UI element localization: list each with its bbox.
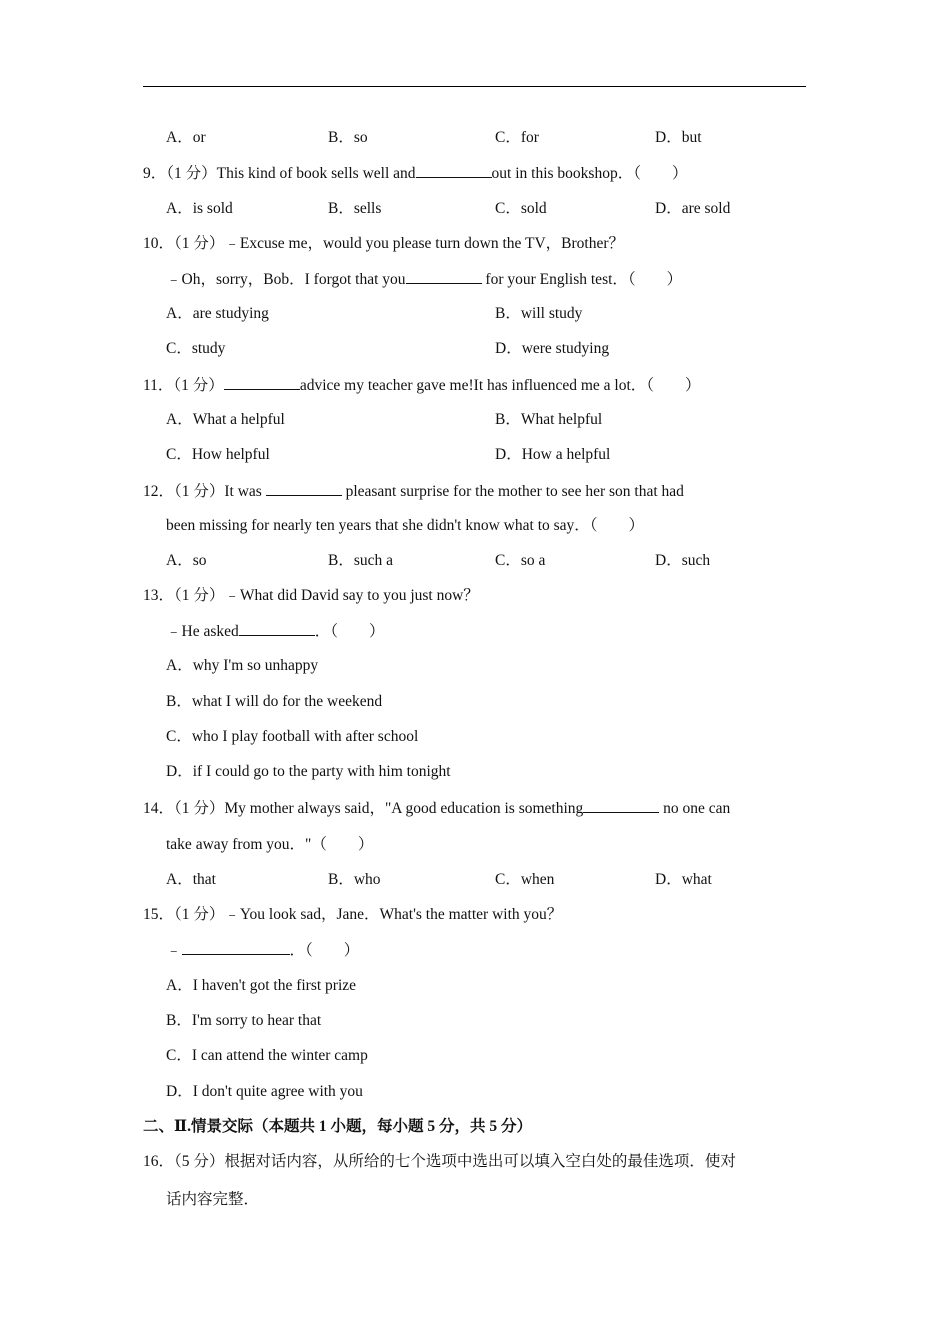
q13-option-c: C．who I play football with after school (166, 728, 419, 745)
q9-stem (143, 163, 687, 184)
q11-stem-pre: 11．（1 分） (143, 377, 224, 394)
q15-option-c: C．I can attend the winter camp (166, 1047, 368, 1064)
q10-blank (406, 269, 482, 284)
q8-option-a: A．or (166, 129, 206, 146)
q11-stem (143, 375, 701, 396)
q15-stem: 15．（1 分）﹣You look sad，Jane．What's the matter with you？ (143, 906, 563, 923)
q9-option-b: B．sells (328, 200, 382, 217)
q12-stem-cont: been missing for nearly ten years that she didn't know what to say．（ ） (166, 517, 645, 534)
q11-stem-post: advice my teacher gave me!It has influenced me a lot．（ ） (299, 377, 701, 394)
q9-stem-pre: 9．（1 分）This kind of book sells well and (143, 165, 416, 182)
q12-option-a: A．so (166, 552, 207, 569)
q12-option-d: D．such (655, 552, 711, 569)
header-rule (143, 86, 806, 87)
q9-option-a: A．is sold (166, 200, 233, 217)
q14-stem-post: no one can (659, 800, 731, 817)
q10-reply-post: for your English test．（ ） (481, 271, 683, 288)
q10-option-b: B．will study (495, 305, 583, 322)
q13-option-a: A．why I'm so unhappy (166, 657, 319, 674)
q13-blank (239, 621, 315, 636)
q14-stem (143, 798, 730, 819)
section-heading: 二、Ⅱ.情景交际（本题共 1 小题，每小题 5 分，共 5 分） (143, 1118, 532, 1135)
q15-reply (166, 940, 359, 961)
q14-stem-cont: take away from you．"（ ） (166, 836, 374, 853)
q15-option-b: B．I'm sorry to hear that (166, 1012, 322, 1029)
q11-option-d: D．How a helpful (495, 446, 611, 463)
q14-blank (583, 798, 659, 813)
q8-option-b: B．so (328, 129, 368, 146)
q13-reply-post: ．（ ） (314, 623, 385, 640)
q14-option-d: D．what (655, 871, 712, 888)
q15-option-a: A．I haven't got the first prize (166, 977, 357, 994)
q12-option-b: B．such a (328, 552, 394, 569)
q11-option-a: A．What a helpful (166, 411, 285, 428)
q9-option-c: C．sold (495, 200, 547, 217)
q13-reply-pre: ﹣He asked (166, 623, 239, 640)
q10-reply (166, 269, 682, 290)
q10-reply-pre: ﹣Oh，sorry，Bob．I forgot that you (166, 271, 406, 288)
q12-stem (143, 481, 684, 502)
q13-reply (166, 621, 385, 642)
q11-blank (224, 375, 300, 390)
q12-stem-pre: 12．（1 分）It was (143, 483, 266, 500)
q13-stem: 13．（1 分）﹣What did David say to you just now？ (143, 587, 479, 604)
q15-reply-pre: ﹣ (166, 942, 182, 959)
q11-option-b: B．What helpful (495, 411, 603, 428)
q13-option-d: D．if I could go to the party with him tonight (166, 763, 451, 780)
q11-option-c: C．How helpful (166, 446, 270, 463)
q14-option-a: A．that (166, 871, 216, 888)
q14-option-c: C．when (495, 871, 555, 888)
q9-stem-post: out in this bookshop．（ ） (491, 165, 688, 182)
q9-blank (416, 163, 492, 178)
q14-option-b: B．who (328, 871, 381, 888)
q10-stem: 10．（1 分）﹣Excuse me，would you please turn down the TV，Brother？ (143, 235, 625, 252)
q15-reply-post: ．（ ） (289, 942, 360, 959)
q16-stem: 16．（5 分）根据对话内容，从所给的七个选项中选出可以填入空白处的最佳选项．使对 (143, 1153, 736, 1170)
q10-option-c: C．study (166, 340, 226, 357)
q8-option-c: C．for (495, 129, 539, 146)
q15-option-d: D．I don't quite agree with you (166, 1083, 363, 1100)
q12-option-c: C．so a (495, 552, 546, 569)
q16-stem-cont: 话内容完整． (166, 1191, 260, 1208)
q14-stem-pre: 14．（1 分）My mother always said，"A good education is something (143, 800, 584, 817)
q15-blank (182, 940, 290, 955)
q10-option-d: D．were studying (495, 340, 610, 357)
q8-option-d: D．but (655, 129, 702, 146)
q12-blank (266, 481, 342, 496)
q13-option-b: B．what I will do for the weekend (166, 693, 383, 710)
q9-option-d: D．are sold (655, 200, 731, 217)
q12-stem-post: pleasant surprise for the mother to see her son that had (341, 483, 684, 500)
q10-option-a: A．are studying (166, 305, 269, 322)
